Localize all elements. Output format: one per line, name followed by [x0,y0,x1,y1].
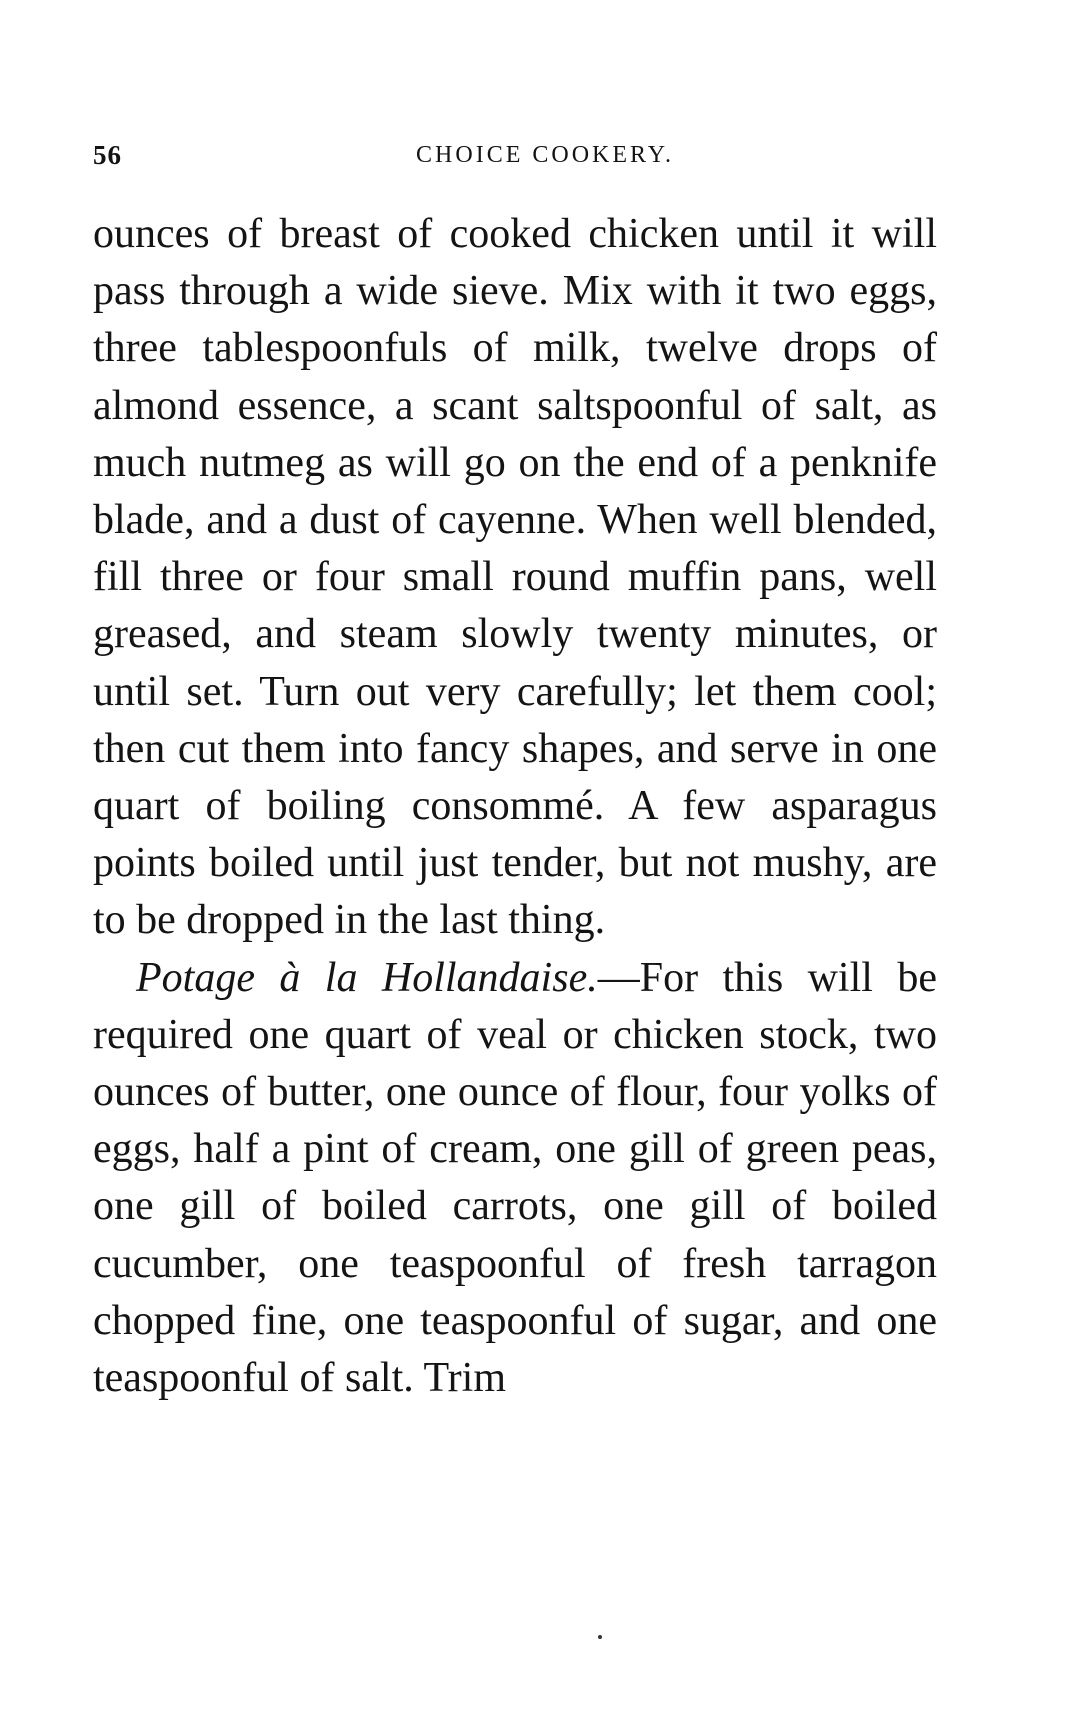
running-title: CHOICE COOKERY. [416,142,674,168]
ink-speck [598,1635,602,1639]
recipe-text: —For this will be required one quart of veal or chicken stock, two ounces of butter, one ounce of flour, four yolks of eggs, half a pint of cream, one gill of green peas, one gill of boiled carrots, one gill of boiled cucumber, one teaspoonful of fresh tarragon chopped fine, one teaspoonful of sugar, and one teaspoonful of salt. Trim [93,954,937,1402]
paragraph-potage-hollandaise [93,950,937,1408]
page-body [93,206,937,1407]
page-header [93,140,933,180]
recipe-title: Potage à la Hollandaise. [136,954,598,1001]
paragraph-continued: ounces of breast of cooked chicken until it will pass through a wide sieve. Mix with it two eggs, three tablespoonfuls of milk, twelve drops of almond essence, a scant saltspoonful of salt, as much nutmeg as will go on the end of a penknife blade, and a dust of cayenne. When well blended, fill three or four small round muffin pans, well greased, and steam slowly twenty minutes, or until set. Turn out very carefully; let them cool; then cut them into fancy shapes, and serve in one quart of boiling consommé. A few asparagus points boiled until just tender, but not mushy, are to be dropped in the last thing. [93,211,937,944]
page-number: 56 [93,140,122,170]
